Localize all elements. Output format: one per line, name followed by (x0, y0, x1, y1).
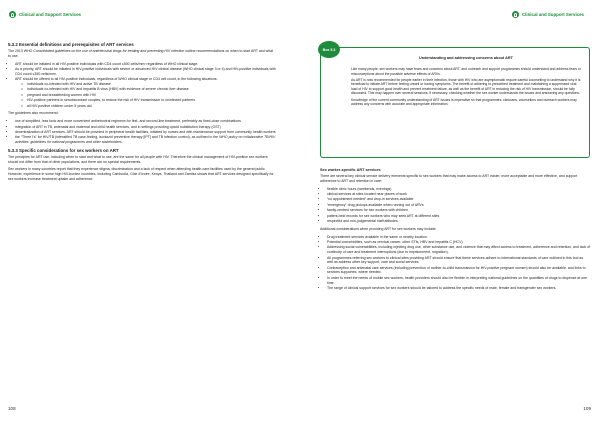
section-heading-532: 5.3.2 Essential definitions and prerequisites of ART services (8, 42, 134, 47)
box-paragraph: As ART is now recommended for people earlier in their infection, those with HIV who are asymptomatic require careful counselling to understand why it is beneficial to initiate ART before feeling unwell or having symptoms. The benefit of adhering to prescribed treatment and maintaining a suppressed viral load of HIV to support good health and prevent treatment failure, as well as the benefit of ART in reducing the risk of HIV transmission, should be fully discussed. This may happen over several sessions, if necessary, checking whether the sex worker understands the issues and answering any questions. (351, 77, 581, 96)
box-paragraph: Like many people, sex workers may have fears and concerns about ART, and outreach and support programmes should understand and address fears or misconceptions about the possible adverse effects of ARVs. (351, 67, 581, 76)
list-item: □ all HIV-positive children under 5 years old. (27, 104, 276, 109)
list-item: • flexible clinic hours (weekends, evenings) (327, 187, 590, 192)
also-recommend-label: The guidelines also recommend: (8, 111, 59, 116)
also-recommend-list (8, 119, 276, 145)
list-item: • Contraception and antenatal care services (including prevention of mother-to-child transmission for HIV-positive pregnant women) should also be available, and links to services supported, where needed. (327, 266, 590, 276)
list-item: □ individuals co-infected with HIV and active TB disease (27, 82, 276, 87)
list-item: • respectful and non-judgemental staff attitudes. (327, 219, 590, 224)
list-item: • The range of clinical support services for sex workers should be tailored to address the specific needs of male, female and transgender sex workers. (327, 286, 590, 291)
list-item: • the “Three I’s” for HIV/TB (intensified TB case-finding, isoniazid preventive therapy [IPT] and TB infection control), as outlined in the WHO policy on collaborative TB/HIV activities: guidelines for national programmes and other stakeholders. (15, 135, 276, 145)
stethoscope-icon (9, 11, 16, 18)
service-elements-list (320, 187, 590, 224)
header-label: Clinical and Support Services (19, 12, 81, 17)
section-533-paragraph-1: The principles for ART use, including when to start and what to use, are the same for all people with HIV. Therefore the clinical management of HIV-positive sex workers should not differ from that of other populations, and there are no special requirements. (8, 154, 268, 164)
section-heading-533: 5.3.3 Specific considerations for sex workers on ART (8, 147, 119, 153)
list-item: • Addressing social vulnerabilities, including injecting drug use, other substance use, and violence that may affect access to treatment, adherence and retention, and lack of continuity of care and treatment interruptions (due to imprisonment, migration). (327, 245, 590, 255)
list-item: • ART should be offered to all HIV-positive individuals, regardless of WHO clinical stage or CD4 cell count, in the following situations: □ individuals co-infected with HIV and active TB disease □ individuals co-infected with HIV and hepatitis B virus (HBV) with evidence of severe chronic liver disease □ pregnant and breastfeeding women with HIV □ HIV-positive partners in serodiscordant couples, to reduce the risk of HIV transmission to uninfected partners □ all HIV-positive children under 5 years old. (15, 77, 276, 108)
box-title: Understanding and addressing concerns about ART (419, 56, 513, 60)
right-page-header (512, 11, 584, 18)
list-item: • use of simplified, less toxic and more convenient antiretroviral regimens for first- and second-line treatment, preferably as fixed-dose combinations (15, 119, 276, 124)
section-532-intro: The 2013 WHO Consolidated guidelines on the use of antiretroviral drugs for treating and preventing HIV infection outline recommendations on when to start ART and what to use. (8, 49, 274, 58)
list-item: • patient-held records for sex workers who may seek ART at different sites (327, 214, 590, 219)
right-page (300, 0, 600, 424)
box-paragraph: Knowledge of the current community understanding of ART issues is imperative so that programmes, clinicians, counsellors and outreach workers may address any concerns with accurate and appropriate information. (351, 97, 577, 107)
list-item: □ HIV-positive partners in serodiscordant couples, to reduce the risk of HIV transmission to uninfected partners (27, 98, 276, 103)
section-533-paragraph-2: Sex workers in many countries report that they experience stigma, discrimination and a lack of respect when attending health-care facilities used by the general public. However, experience in some high HIV-burden countries, including Cambodia, Côte d’Ivoire, Kenya, Thailand and Zambia shows that ART services designed specifically for sex workers increase treatment uptake and adherence. (8, 167, 274, 182)
left-page-header (9, 11, 81, 18)
list-item: □ pregnant and breastfeeding women with HIV (27, 93, 276, 98)
right-column (320, 168, 590, 294)
box-body (351, 67, 583, 108)
box-badge: Box 5.3 (318, 41, 340, 58)
list-item: • As a priority, ART should be initiated in HIV-positive individuals with severe or advanced HIV clinical disease (WHO clinical stage 3 or 4) and HIV-positive individuals with CD4 count ≤350 cells/mm³. (15, 67, 276, 77)
additional-considerations-intro: Additional considerations when providing ART for sex workers may include: (320, 226, 437, 231)
list-item: • Potential comorbidities, such as cervical cancer, other STIs, HBV and hepatitis C (HCV). (327, 240, 590, 245)
box-5-3 (320, 47, 590, 158)
sex-worker-services-heading: Sex worker-specific ART services (320, 168, 381, 172)
list-item: • In order to meet the needs of mobile sex workers, health providers should also be flexible in interpreting national guidelines on the quantities of drugs to dispense at one time. (327, 276, 590, 286)
list-item: • decentralization of ART services. ART should be provided in peripheral health facilities, initiated by nurses and with maintenance support from community health workers (15, 130, 276, 135)
list-item: • family-centred services for sex workers with children (327, 208, 590, 213)
sex-worker-services-intro: There are several key clinical service delivery elements specific to sex workers that may make access to ART easier, more acceptable and more effective, and support adherence to ART and retention in care: (320, 174, 578, 183)
page-number-right: 109 (583, 406, 591, 411)
left-column (8, 42, 276, 185)
list-item: • “no appointment needed” and drop-in services available (327, 197, 590, 202)
list-item: • Drug treatment services available in the same or nearby location. (327, 235, 590, 240)
list-item: □ individuals co-infected with HIV and hepatitis B virus (HBV) with evidence of severe chronic liver disease (27, 87, 276, 92)
list-item: • integration of ART in TB, antenatal and maternal and child health services, and in settings providing opioid substitution therapy (OST) (15, 125, 276, 130)
situation-list (15, 82, 276, 108)
list-item: • clinical services at sites located near places of work (327, 192, 590, 197)
list-item: • All programmes referring sex workers to clinical sites providing ART should ensure that these services adhere to international standards of care outlined in this tool as well as address other key support, care and social services. (327, 256, 590, 266)
additional-considerations-list (320, 235, 590, 291)
page-number-left: 108 (8, 406, 16, 411)
recommendation-list (8, 62, 276, 109)
list-item: • “emergency” drug pickups available when running out of ARVs (327, 203, 590, 208)
list-item: • ART should be initiated in all HIV-positive individuals with CD4 count ≤500 cells/mm³ regardless of WHO clinical stage. (15, 62, 276, 67)
stethoscope-icon (512, 11, 519, 18)
header-label: Clinical and Support Services (522, 12, 584, 17)
